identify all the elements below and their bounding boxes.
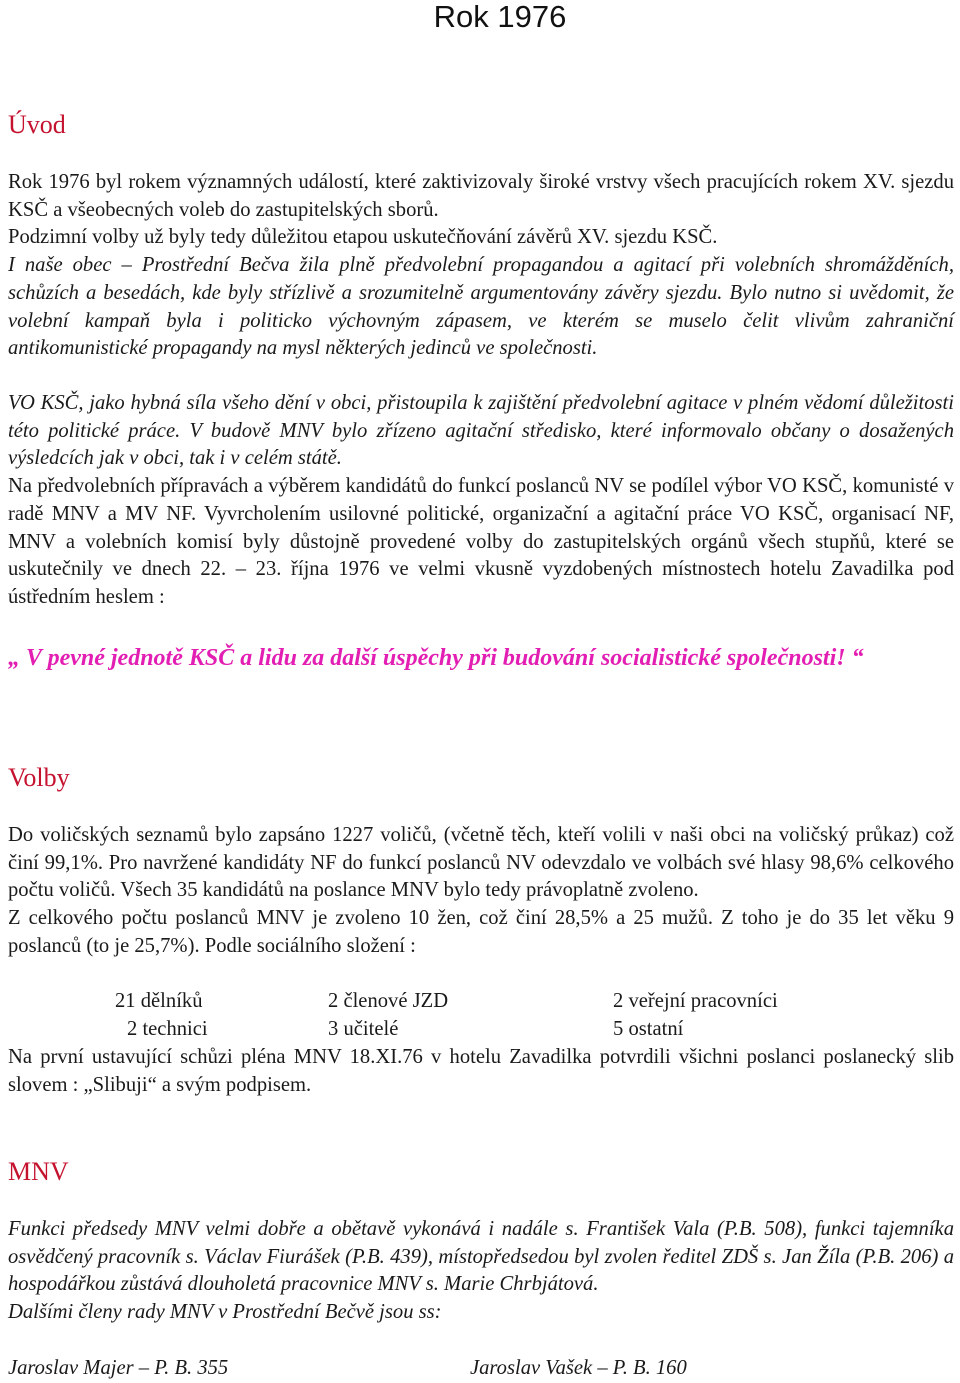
composition-cell: 5 ostatní bbox=[613, 1018, 684, 1040]
paragraph: Na první ustavující schůzi pléna MNV 18.XI.76 v hotelu Zavadilka potvrdili všichni poslanci poslanecký slib slovem : „Slibuji“ a svým podpisem. bbox=[8, 1046, 954, 1096]
section-volby-body-2 bbox=[8, 1044, 954, 1099]
paragraph: Do voličských seznamů bylo zapsáno 1227 voličů, (včetně těch, kteří volili v naši obci na voličský průkaz) což činí 99,1%. Pro navržené kandidáty NF do funkcí poslanců NV odevzdalo ve volbách své hlasy 98,6% celkového počtu voličů. Všech 35 kandidátů na poslance MNV bylo tedy právoplatně zvoleno. bbox=[8, 824, 954, 902]
member-name: Jaroslav Majer – P. B. 355 bbox=[8, 1357, 229, 1379]
section-heading-mnv: MNV bbox=[8, 1157, 69, 1186]
paragraph: Z celkového počtu poslanců MNV je zvoleno 10 žen, což činí 28,5% a 25 mužů. Z toho je do 35 let věku 9 poslanců (to je 25,7%). Podle sociálního složení : bbox=[8, 907, 954, 957]
paragraph: Podzimní volby už byly tedy důležitou etapou uskutečňování závěrů XV. sjezdu KSČ. bbox=[8, 226, 718, 249]
composition-cell: 3 učitelé bbox=[328, 1018, 399, 1040]
page-title: Rok 1976 bbox=[433, 0, 567, 34]
composition-row-2 bbox=[0, 1016, 960, 1044]
paragraph: Rok 1976 byl rokem významných událostí, které zaktivizovaly široké vrstvy všech pracujících rokem XV. sjezdu KSČ a všeobecných voleb do zastupitelských sborů. bbox=[8, 171, 954, 221]
section-volby-body bbox=[8, 822, 954, 961]
paragraph: VO KSČ, jako hybná síla všeho dění v obci, přistoupila k zajištění předvolební agitace v plném vědomí důležitosti této politické práce. V budově MNV bylo zřízeno agitační středisko, které informovalo občany o dosažených výsledcích jak v obci, tak i v celém státě. bbox=[8, 392, 954, 470]
composition-cell: 21 dělníků bbox=[115, 990, 203, 1012]
paragraph: Dalšími členy rady MNV v Prostřední Bečvě jsou ss: bbox=[8, 1301, 442, 1324]
paragraph: I naše obec – Prostřední Bečva žila plně předvolební propagandou a agitací při volebních shromážděních, schůzích a besedách, kde byly střízlivě a srozumitelně argumentovány závěry sjezdu. Bylo nutno si uvědomit, že volební kampaň byla i politicko výchovným zápasem, ve kterém se muselo čelit vlivům zahraniční antikomunistické propagandy na mysl některých jedinců ve společnosti. bbox=[8, 254, 954, 360]
section-heading-uvod: Úvod bbox=[8, 110, 66, 139]
paragraph: Funkci předsedy MNV velmi dobře a obětavě vykonává i nadále s. František Vala (P.B. 508), funkci tajemníka osvědčený pracovník s. Václav Fiurášek (P.B. 439), místopředsedou byl zvolen ředitel ZDŠ s. Jan Žíla (P.B. 206) a hospodářkou zůstává dlouholetá pracovnice MNV s. Marie Chrbjátová. bbox=[8, 1218, 954, 1296]
section-uvod-body-2 bbox=[8, 390, 954, 612]
paragraph: Na předvolebních přípravách a výběrem kandidátů do funkcí poslanců NV se podílel výbor VO KSČ, komunisté v radě MNV a MV NF. Vyvrcholením usilovné politické, organizační a agitační práce VO KSČ, organisací NF, MNV a volebních komisí byly důstojně provedené volby do zastupitelských orgánů všech stupňů, které se uskutečnily ve dnech 22. – 23. října 1976 ve velmi vkusně vyzdobených místnostech hotelu Zavadilka pod ústředním heslem : bbox=[8, 475, 954, 608]
composition-cell: 2 technici bbox=[127, 1018, 208, 1040]
section-heading-volby: Volby bbox=[8, 763, 70, 792]
composition-row-1 bbox=[0, 988, 960, 1016]
members-row bbox=[0, 1355, 960, 1383]
section-mnv-body bbox=[8, 1216, 954, 1327]
composition-cell: 2 veřejní pracovníci bbox=[613, 990, 778, 1012]
slogan-quote: „ V pevné jednotě KSČ a lidu za další úspěchy při budování socialistické společnosti! “ bbox=[8, 645, 864, 671]
composition-cell: 2 členové JZD bbox=[328, 990, 449, 1012]
section-uvod-body bbox=[8, 169, 954, 363]
member-name: Jaroslav Vašek – P. B. 160 bbox=[470, 1357, 687, 1379]
